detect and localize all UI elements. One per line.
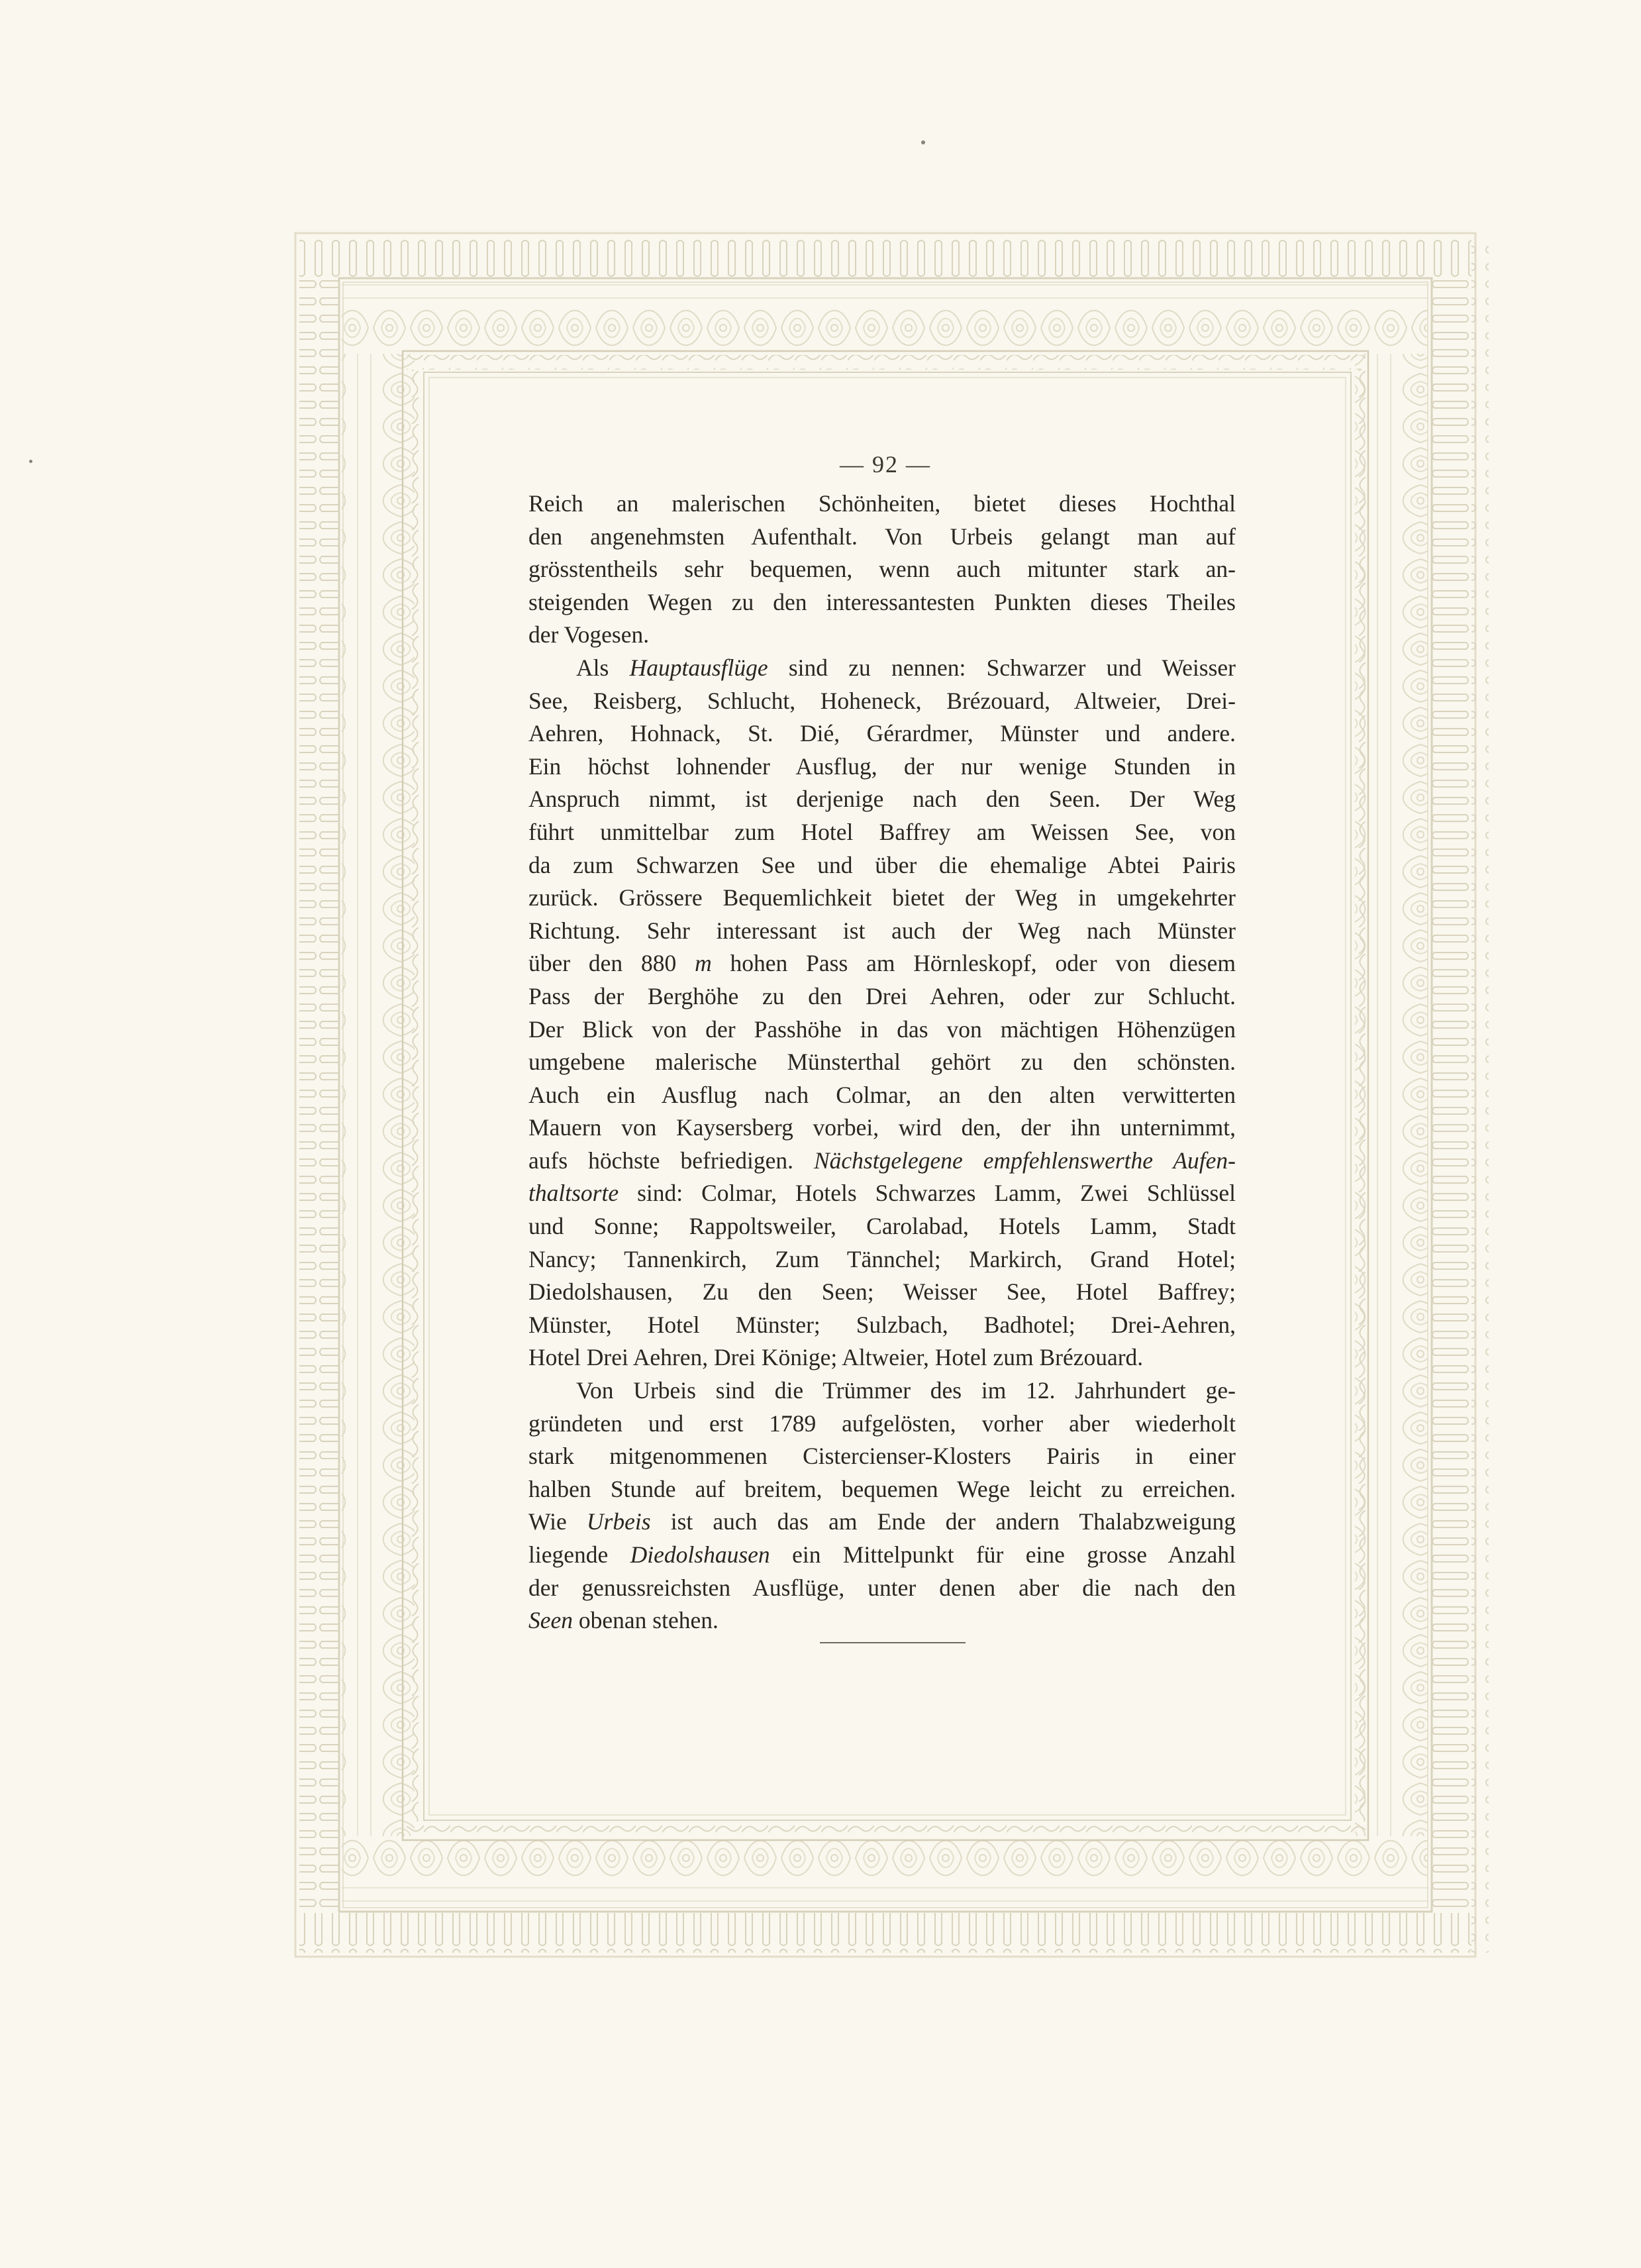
emphasis-text: thaltsorte (528, 1180, 619, 1207)
text-line: liegende Diedolshausen ein Mittelpunkt für eine grosse Anzahl (528, 1541, 1236, 1568)
text-line: Pass der Berghöhe zu den Drei Aehren, oder zur Schlucht. (528, 982, 1236, 1009)
text-line: Ein höchst lohnender Ausflug, der nur wenige Stunden in (528, 752, 1236, 780)
text-line: da zum Schwarzen See und über die ehemalige Abtei Pairis (528, 851, 1236, 878)
emphasis-text: Seen (528, 1607, 573, 1634)
text-line: thaltsorte sind: Colmar, Hotels Schwarzes Lamm, Zwei Schlüssel (528, 1180, 1236, 1207)
text-line: steigenden Wegen zu den interessantesten Punkten dieses Theiles (528, 588, 1236, 615)
text-line: Auch ein Ausflug nach Colmar, an den alten verwitterten (528, 1081, 1236, 1108)
text-line: Nancy; Tannenkirch, Zum Tännchel; Markirch, Grand Hotel; (528, 1245, 1236, 1272)
text-line: den angenehmsten Aufenthalt. Von Urbeis gelangt man auf (528, 523, 1236, 550)
text-line: gründeten und erst 1789 aufgelösten, vorher aber wiederholt (528, 1410, 1236, 1437)
text-line: grösstentheils sehr bequemen, wenn auch mitunter stark an- (528, 556, 1236, 583)
paragraph (528, 652, 1236, 1374)
page-text-block (528, 441, 1236, 1637)
text-line: Reich an malerischen Schönheiten, bietet dieses Hochthal (528, 490, 1236, 517)
text-line: zurück. Grössere Bequemlichkeit bietet der Weg in umgekehrter (528, 884, 1236, 911)
page-number: — 92 — (840, 451, 931, 478)
emphasis-text: Hauptausflüge (629, 654, 768, 681)
text-line: Von Urbeis sind die Trümmer des im 12. Jahrhundert ge- (576, 1377, 1236, 1404)
text-line: Aehren, Hohnack, St. Dié, Gérardmer, Münster und andere. (528, 720, 1236, 747)
text-line: Als Hauptausflüge sind zu nennen: Schwarzer und Weisser (576, 654, 1236, 681)
text-line: führt unmittelbar zum Hotel Baffrey am Weissen See, von (528, 818, 1236, 845)
text-line: der Vogesen. (528, 621, 650, 648)
text-line: Seen obenan stehen. (528, 1607, 719, 1634)
paragraph (528, 1374, 1236, 1637)
text-line: Münster, Hotel Münster; Sulzbach, Badhotel; Drei-Aehren, (528, 1311, 1236, 1338)
text-line: Richtung. Sehr interessant ist auch der Weg nach Münster (528, 917, 1236, 944)
text-line: Der Blick von der Passhöhe in das von mächtigen Höhenzügen (528, 1015, 1236, 1043)
text-line: über den 880 m hohen Pass am Hörnleskopf, oder von diesem (528, 950, 1236, 977)
closing-rule (820, 1642, 966, 1643)
text-line: Mauern von Kaysersberg vorbei, wird den, der ihn unternimmt, (528, 1114, 1236, 1141)
body-text (528, 488, 1236, 1637)
text-line: Diedolshausen, Zu den Seen; Weisser See, Hotel Baffrey; (528, 1278, 1236, 1306)
emphasis-text: m (695, 950, 712, 977)
text-line: See, Reisberg, Schlucht, Hoheneck, Brézouard, Altweier, Drei- (528, 687, 1236, 714)
text-line: stark mitgenommenen Cistercienser-Klosters Pairis in einer (528, 1443, 1236, 1470)
text-line: Hotel Drei Aehren, Drei Könige; Altweier, Hotel zum Brézouard. (528, 1344, 1144, 1371)
text-line: und Sonne; Rappoltsweiler, Carolabad, Hotels Lamm, Stadt (528, 1213, 1236, 1240)
emphasis-text: Nächstgelegene empfehlenswerthe Aufen- (814, 1147, 1236, 1174)
text-line: aufs höchste befriedigen. Nächstgelegene empfehlenswerthe Aufen- (528, 1147, 1236, 1174)
text-line: Wie Urbeis ist auch das am Ende der andern Thalabzweigung (528, 1508, 1236, 1535)
text-line: umgebene malerische Münsterthal gehört zu den schönsten. (528, 1049, 1236, 1076)
paragraph (528, 488, 1236, 652)
emphasis-text: Urbeis (586, 1508, 651, 1535)
text-line: halben Stunde auf breitem, bequemen Wege leicht zu erreichen. (528, 1475, 1236, 1502)
text-line: der genussreichsten Ausflüge, unter denen aber die nach den (528, 1574, 1236, 1601)
emphasis-text: Diedolshausen (630, 1541, 770, 1568)
text-line: Anspruch nimmt, ist derjenige nach den Seen. Der Weg (528, 786, 1236, 813)
